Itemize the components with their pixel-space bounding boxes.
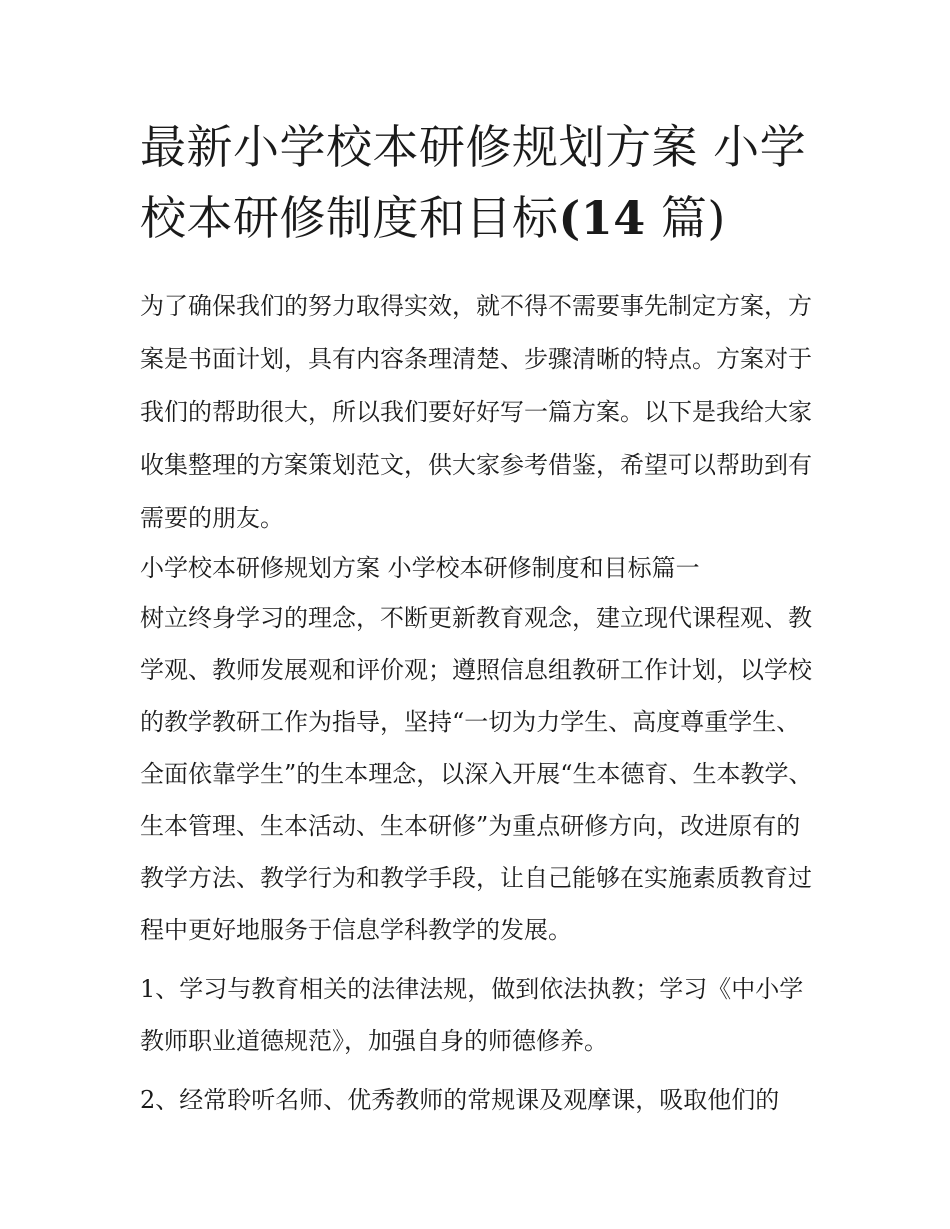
title-text: 最新小学校本研修规划方案 小学校本研修制度和目标	[140, 120, 807, 245]
title-suffix: 篇)	[645, 191, 726, 245]
list-item-1: 1、学习与教育相关的法律法规，做到依法执教；学习《中小学教师职业道德规范》，加强自身的师德修养。	[140, 975, 804, 1055]
list-item-2: 2、经常聆听名师、优秀教师的常规课及观摩课，吸取他们的	[140, 1086, 780, 1114]
title-count: (14	[558, 191, 646, 245]
document-page	[140, 112, 820, 1126]
section-body: 树立终身学习的理念，不断更新教育观念，建立现代课程观、教学观、教师发展观和评价观；遵照信息组教研工作计划，以学校的教学教研工作为指导，坚持“一切为力学生、高度尊重学生、全面依靠学生”的生本理念，以深入开展“生本德育、生本教学、生本管理、生本活动、生本研修”为重点研修方向，改进原有的教学方法、教学行为和教学手段，让自己能够在实施素质教育过程中更好地服务于信息学科教学的发展。	[140, 604, 813, 944]
section-heading: 小学校本研修规划方案 小学校本研修制度和目标篇一	[140, 554, 700, 582]
intro-paragraph: 为了确保我们的努力取得实效，就不得不需要事先制定方案，方案是书面计划，具有内容条理清楚、步骤清晰的特点。方案对于我们的帮助很大，所以我们要好好写一篇方案。以下是我给大家收集整理的方案策划范文，供大家参考借鉴，希望可以帮助到有需要的朋友。	[140, 292, 812, 532]
document-title	[140, 112, 820, 254]
